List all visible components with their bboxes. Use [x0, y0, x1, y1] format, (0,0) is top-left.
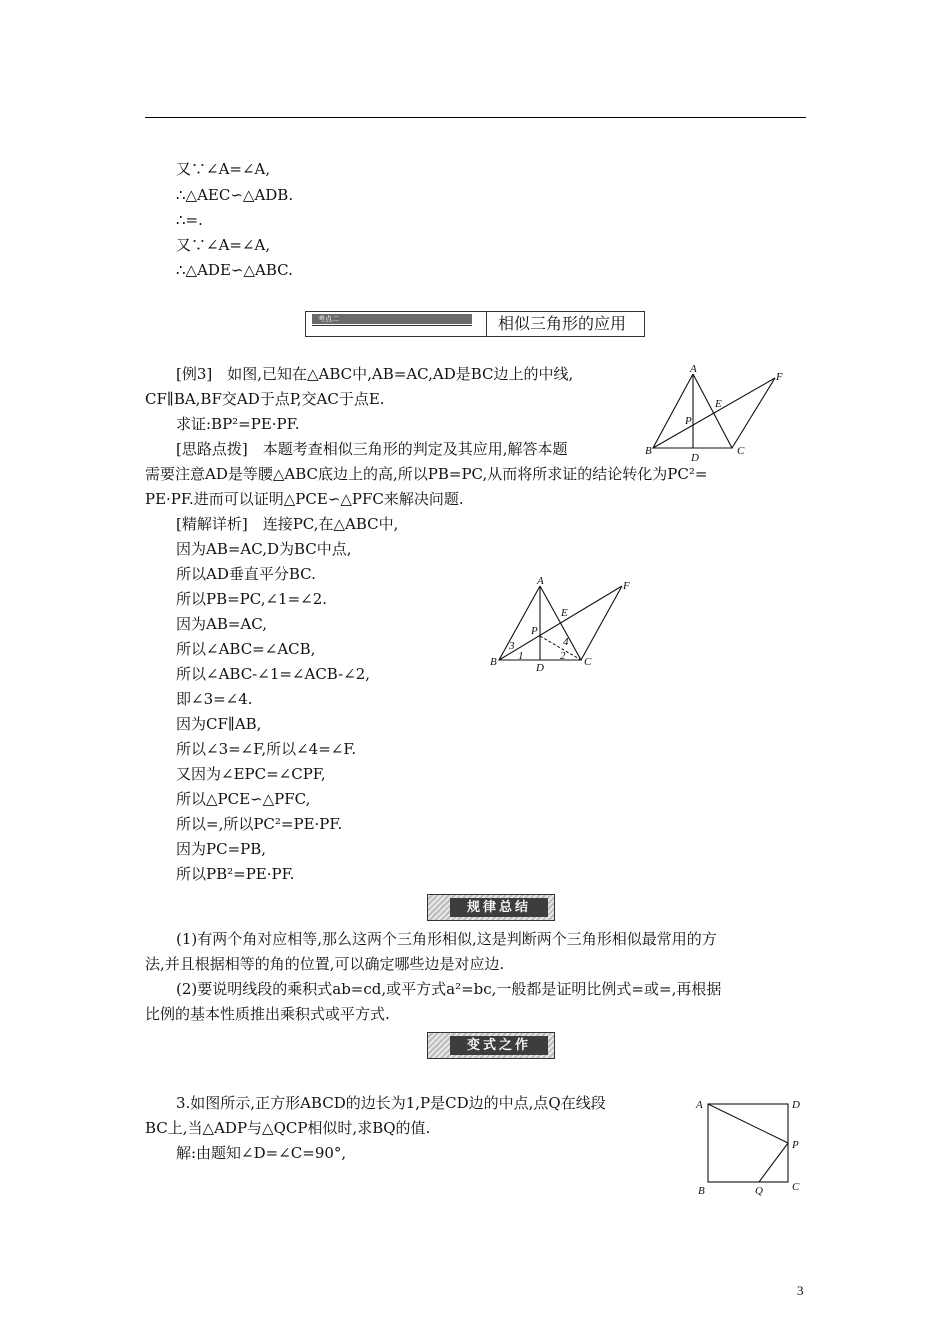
fig3-label-q: Q: [755, 1185, 763, 1197]
fig2-label-p: P: [531, 625, 538, 637]
solution-line: 因为CF∥AB,: [176, 715, 262, 733]
solution-line: 即∠3=∠4.: [176, 690, 253, 708]
solution-line: 所以∠ABC=∠ACB,: [176, 640, 316, 658]
hint-line: [思路点拨] 本题考查相似三角形的判定及其应用,解答本题: [176, 440, 568, 458]
rules-line: (1)有两个角对应相等,那么这两个三角形相似,这是判断两个三角形相似最常用的方: [176, 930, 717, 948]
section-title: 相似三角形的应用: [498, 314, 627, 333]
figure-square: [693, 1092, 813, 1204]
solution-line: 所以PB=PC,∠1=∠2.: [176, 590, 328, 608]
solution-line: [精解详析] 连接PC,在△ABC中,: [176, 515, 399, 533]
header-rule: [145, 117, 806, 118]
example-line: 求证:BP²=PE·PF.: [176, 415, 300, 433]
fig1-label-f: F: [776, 371, 783, 383]
fig2-label-f: F: [623, 580, 630, 592]
rules-line: 法,并且根据相等的角的位置,可以确定哪些边是对应边.: [145, 955, 505, 973]
fig3-label-b: B: [698, 1185, 705, 1197]
solution-line: 所以AD垂直平分BC.: [176, 565, 316, 583]
variant-banner-label: 变式之作: [450, 1036, 548, 1055]
problem-line: BC上,当△ADP与△QCP相似时,求BQ的值.: [145, 1119, 431, 1137]
solution-line: 所以PB²=PE·PF.: [176, 865, 295, 883]
problem-line: 3.如图所示,正方形ABCD的边长为1,P是CD边的中点,点Q在线段: [176, 1094, 606, 1112]
fig1-label-a: A: [690, 363, 697, 375]
figure-triangle-2: [485, 574, 635, 674]
fig3-label-a: A: [696, 1099, 703, 1111]
solution-line: 因为PC=PB,: [176, 840, 267, 858]
solution-line: 因为AB=AC,D为BC中点,: [176, 540, 352, 558]
fig2-label-b: B: [490, 656, 497, 668]
solution-line: 所以∠ABC-∠1=∠ACB-∠2,: [176, 665, 371, 683]
text-line: ∴△AEC∽△ADB.: [176, 186, 294, 204]
solution-line: 因为AB=AC,: [176, 615, 267, 633]
rules-banner-label: 规律总结: [450, 898, 548, 917]
fig1-label-p: P: [685, 415, 692, 427]
fig2-label-2: 2: [560, 650, 566, 662]
problem-line: 解:由题知∠D=∠C=90°,: [176, 1144, 347, 1162]
page-number: 3: [797, 1283, 804, 1298]
fig2-label-a: A: [537, 575, 544, 587]
fig1-label-b: B: [645, 445, 652, 457]
fig2-label-1: 1: [518, 650, 524, 662]
fig3-label-c: C: [792, 1181, 800, 1193]
fig2-label-c: C: [584, 656, 592, 668]
fig1-label-e: E: [715, 398, 722, 410]
hint-line: PE·PF.进而可以证明△PCE∽△PFC来解决问题.: [145, 490, 464, 508]
text-line: ∴△ADE∽△ABC.: [176, 261, 293, 279]
section-divider: [486, 312, 487, 336]
solution-line: 所以△PCE∽△PFC,: [176, 790, 311, 808]
rules-banner: [427, 894, 555, 921]
section-tag-underline: [312, 325, 472, 326]
fig3-label-p: P: [792, 1139, 799, 1151]
example-line: CF∥BA,BF交AD于点P,交AC于点E.: [145, 390, 385, 408]
example-line: [例3] 如图,已知在△ABC中,AB=AC,AD是BC边上的中线,: [176, 365, 574, 383]
fig2-label-d: D: [536, 662, 544, 674]
fig2-label-4: 4: [563, 636, 569, 648]
text-line: 又∵∠A=∠A,: [176, 236, 271, 254]
fig3-label-d: D: [792, 1099, 800, 1111]
fig2-label-3: 3: [509, 640, 515, 652]
rules-line: 比例的基本性质推出乘积式或平方式.: [145, 1005, 390, 1023]
figure-triangle-1: [645, 362, 790, 462]
fig2-label-e: E: [561, 607, 568, 619]
solution-line: 所以=,所以PC²=PE·PF.: [176, 815, 343, 833]
hint-line: 需要注意AD是等腰△ABC底边上的高,所以PB=PC,从而将所求证的结论转化为PC²=: [145, 465, 708, 483]
solution-line: 所以∠3=∠F,所以∠4=∠F.: [176, 740, 357, 758]
rules-line: (2)要说明线段的乘积式ab=cd,或平方式a²=bc,一般都是证明比例式=或=,再根据: [176, 980, 722, 998]
variant-banner: [427, 1032, 555, 1059]
solution-line: 又因为∠EPC=∠CPF,: [176, 765, 326, 783]
fig1-label-d: D: [691, 452, 699, 462]
fig1-label-c: C: [737, 445, 745, 457]
text-line: 又∵∠A=∠A,: [176, 160, 271, 178]
section-header: [305, 311, 645, 337]
text-line: ∴=.: [176, 211, 203, 229]
section-tag: 考点二: [312, 314, 472, 324]
